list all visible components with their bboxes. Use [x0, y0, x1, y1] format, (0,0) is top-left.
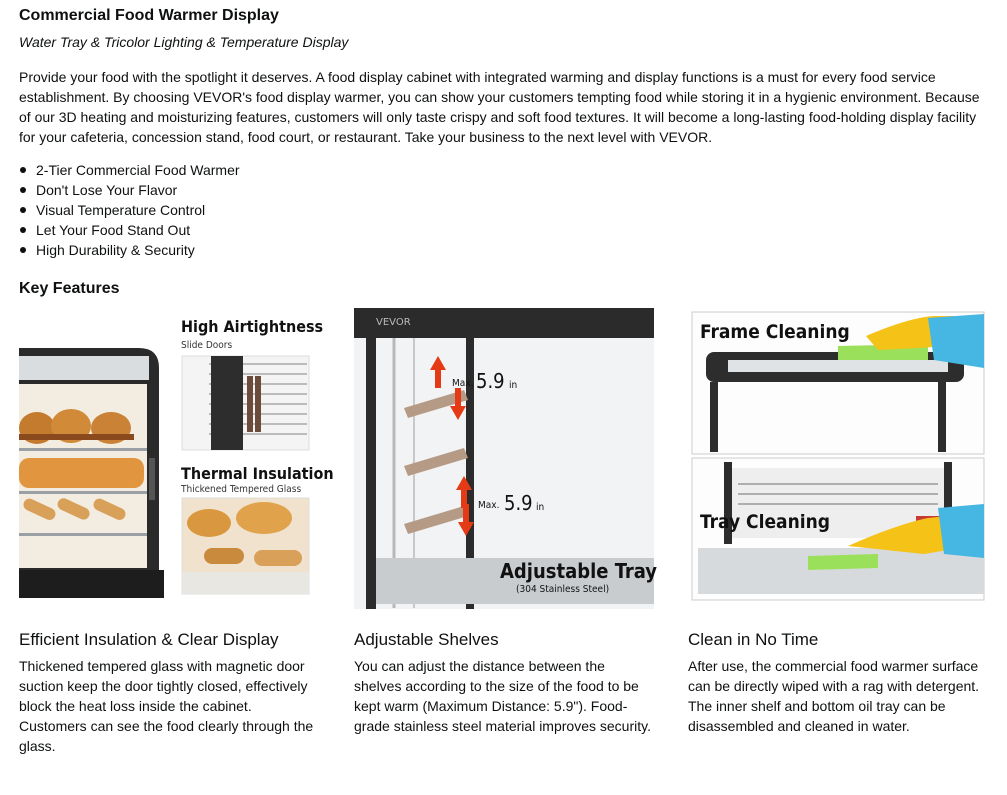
- tray-cleaning-label: Tray Cleaning: [700, 511, 831, 533]
- description-paragraph: Provide your food with the spotlight it deserves. A food display cabinet with integrated warming and display functions is a must for every food service establishment. By choosing VEVOR's food display warmer, you can show your customers tempting food while storing it in a hygienic environment. Because of our 3D heating and moisturizing features, customers will only taste crispy and soft food textures. It will become a long-lasting food-holding display facility for your cafeteria, concession stand, food court, or restaurant. Take your business to the next level with VEVOR.: [19, 69, 980, 145]
- max-unit: in: [536, 502, 545, 513]
- feature-text: Thickened tempered glass with magnetic door suction keep the door tightly closed, effectively block the heat loss inside the cabinet. Customers can see the food clearly through the glass.: [19, 658, 314, 754]
- feature-column: [19, 630, 319, 756]
- feature-text: After use, the commercial food warmer surface can be directly wiped with a rag with detergent. The inner shelf and bottom oil tray can be disassembled and cleaned in water.: [688, 658, 980, 734]
- feature-bullet-list: [19, 160, 240, 260]
- adjustable-shelves-image: [354, 308, 657, 609]
- key-features-heading: Key Features: [19, 280, 120, 297]
- bullet-item: Let Your Food Stand Out: [19, 220, 240, 240]
- feature-title: Adjustable Shelves: [354, 630, 499, 649]
- thermal-insulation-label: Thermal Insulation: [181, 464, 334, 483]
- insulation-display-image: [19, 308, 334, 609]
- feature-column: [354, 630, 654, 736]
- feature-column: [688, 630, 988, 736]
- tempered-glass-label: Thickened Tempered Glass: [181, 484, 302, 495]
- frame-cleaning-label: Frame Cleaning: [700, 321, 850, 343]
- brand-logo: VEVOR: [376, 317, 411, 328]
- stainless-steel-label: (304 Stainless Steel): [516, 584, 610, 595]
- feature-title: Efficient Insulation & Clear Display: [19, 630, 279, 649]
- max-label: Max.: [452, 378, 474, 389]
- bullet-item: 2-Tier Commercial Food Warmer: [19, 160, 240, 180]
- max-value: 5.9: [504, 491, 533, 515]
- page-subtitle: Water Tray & Tricolor Lighting & Temperature Display: [19, 34, 349, 50]
- max-label: Max.: [478, 500, 500, 511]
- high-airtightness-label: High Airtightness: [181, 317, 324, 336]
- feature-title: Clean in No Time: [688, 630, 819, 649]
- bullet-item: Don't Lose Your Flavor: [19, 180, 240, 200]
- adjustable-tray-label: Adjustable Tray: [500, 559, 657, 583]
- cleaning-image: [688, 308, 979, 609]
- feature-text: You can adjust the distance between the shelves according to the size of the food to be kept warm (Maximum Distance: 5.9"). Food-grade stainless steel material improves security.: [354, 658, 651, 734]
- slide-doors-label: Slide Doors: [181, 340, 233, 351]
- bullet-item: Visual Temperature Control: [19, 200, 240, 220]
- bullet-item: High Durability & Security: [19, 240, 240, 260]
- page-title: Commercial Food Warmer Display: [19, 7, 279, 24]
- max-value: 5.9: [476, 369, 505, 393]
- max-unit: in: [509, 380, 518, 391]
